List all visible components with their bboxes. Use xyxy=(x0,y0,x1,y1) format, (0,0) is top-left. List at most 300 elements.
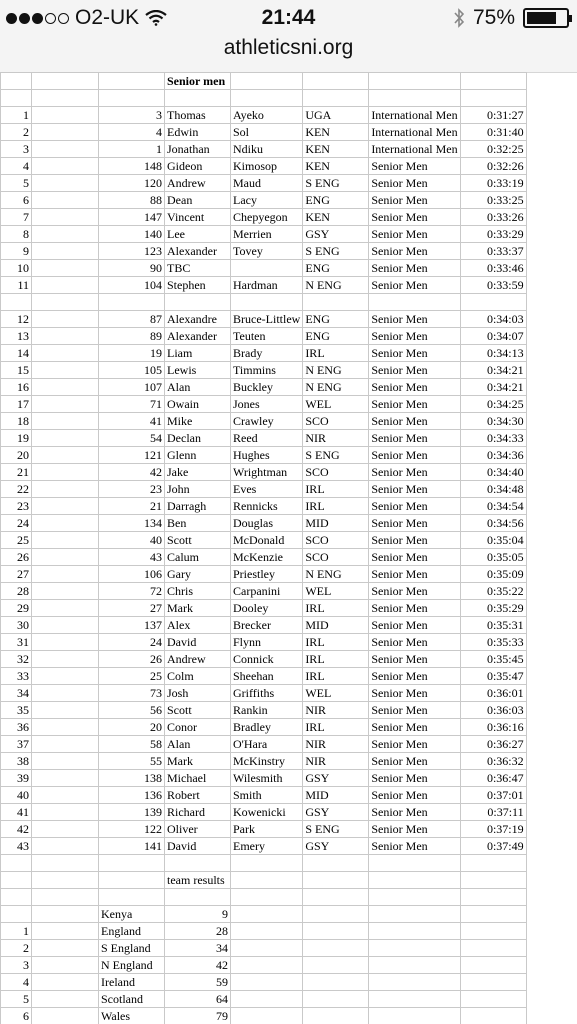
team-cell[interactable]: NIR xyxy=(303,736,369,753)
first-name-cell[interactable]: Owain xyxy=(165,396,231,413)
results-spreadsheet[interactable] xyxy=(0,72,577,1024)
team-name-cell[interactable]: Kenya xyxy=(99,906,165,923)
first-name-cell[interactable]: Mark xyxy=(165,600,231,617)
bib-cell[interactable]: 4 xyxy=(99,124,165,141)
category-cell[interactable]: Senior Men xyxy=(369,821,460,838)
bib-cell[interactable]: 141 xyxy=(99,838,165,855)
first-name-cell[interactable]: John xyxy=(165,481,231,498)
category-cell[interactable]: Senior Men xyxy=(369,311,460,328)
surname-cell[interactable]: Ndiku xyxy=(231,141,303,158)
empty-cell[interactable] xyxy=(32,226,99,243)
time-cell[interactable]: 0:33:29 xyxy=(460,226,526,243)
table-cell[interactable] xyxy=(369,1008,460,1024)
place-cell[interactable]: 32 xyxy=(1,651,32,668)
first-name-cell[interactable]: TBC xyxy=(165,260,231,277)
team-cell[interactable]: UGA xyxy=(303,107,369,124)
empty-cell[interactable] xyxy=(32,923,99,940)
empty-cell[interactable] xyxy=(165,855,231,872)
place-cell[interactable]: 39 xyxy=(1,770,32,787)
team-cell[interactable]: N ENG xyxy=(303,277,369,294)
surname-cell[interactable]: Chepyegon xyxy=(231,209,303,226)
category-cell[interactable]: International Men xyxy=(369,124,460,141)
time-cell[interactable]: 0:35:29 xyxy=(460,600,526,617)
empty-cell[interactable] xyxy=(32,362,99,379)
bib-cell[interactable]: 23 xyxy=(99,481,165,498)
team-cell[interactable]: SCO xyxy=(303,413,369,430)
team-rank-cell[interactable]: 4 xyxy=(1,974,32,991)
surname-cell[interactable]: Brady xyxy=(231,345,303,362)
empty-cell[interactable] xyxy=(32,1008,99,1024)
empty-cell[interactable] xyxy=(32,90,99,107)
empty-cell[interactable] xyxy=(32,685,99,702)
time-cell[interactable]: 0:31:40 xyxy=(460,124,526,141)
surname-cell[interactable]: McKenzie xyxy=(231,549,303,566)
surname-cell[interactable]: Ayeko xyxy=(231,107,303,124)
first-name-cell[interactable]: Jake xyxy=(165,464,231,481)
team-cell[interactable]: IRL xyxy=(303,668,369,685)
table-cell[interactable] xyxy=(460,1008,526,1024)
time-cell[interactable]: 0:35:31 xyxy=(460,617,526,634)
first-name-cell[interactable]: Oliver xyxy=(165,821,231,838)
team-cell[interactable]: S ENG xyxy=(303,243,369,260)
team-cell[interactable]: NIR xyxy=(303,702,369,719)
bib-cell[interactable]: 138 xyxy=(99,770,165,787)
bib-cell[interactable]: 136 xyxy=(99,787,165,804)
bib-cell[interactable]: 27 xyxy=(99,600,165,617)
surname-cell[interactable]: Bruce-Littlew xyxy=(231,311,303,328)
bib-cell[interactable]: 105 xyxy=(99,362,165,379)
category-cell[interactable]: Senior Men xyxy=(369,362,460,379)
empty-cell[interactable] xyxy=(32,736,99,753)
surname-cell[interactable]: Rennicks xyxy=(231,498,303,515)
first-name-cell[interactable]: David xyxy=(165,838,231,855)
empty-cell[interactable] xyxy=(32,991,99,1008)
surname-cell[interactable]: Brecker xyxy=(231,617,303,634)
bib-cell[interactable]: 21 xyxy=(99,498,165,515)
team-rank-cell[interactable]: 5 xyxy=(1,991,32,1008)
surname-cell[interactable]: McKinstry xyxy=(231,753,303,770)
surname-cell[interactable]: Wrightman xyxy=(231,464,303,481)
category-cell[interactable]: Senior Men xyxy=(369,260,460,277)
empty-cell[interactable] xyxy=(32,413,99,430)
empty-cell[interactable] xyxy=(32,600,99,617)
team-rank-cell[interactable] xyxy=(1,906,32,923)
first-name-cell[interactable]: Alex xyxy=(165,617,231,634)
category-cell[interactable]: Senior Men xyxy=(369,617,460,634)
time-cell[interactable]: 0:34:07 xyxy=(460,328,526,345)
place-cell[interactable]: 27 xyxy=(1,566,32,583)
place-cell[interactable]: 3 xyxy=(1,141,32,158)
category-cell[interactable]: Senior Men xyxy=(369,804,460,821)
surname-cell[interactable]: Carpanini xyxy=(231,583,303,600)
time-cell[interactable]: 0:35:47 xyxy=(460,668,526,685)
empty-cell[interactable] xyxy=(32,974,99,991)
surname-cell[interactable]: Timmins xyxy=(231,362,303,379)
time-cell[interactable]: 0:33:46 xyxy=(460,260,526,277)
empty-cell[interactable] xyxy=(1,90,32,107)
time-cell[interactable]: 0:34:40 xyxy=(460,464,526,481)
place-cell[interactable]: 41 xyxy=(1,804,32,821)
place-cell[interactable]: 9 xyxy=(1,243,32,260)
bib-cell[interactable]: 54 xyxy=(99,430,165,447)
surname-cell[interactable]: Crawley xyxy=(231,413,303,430)
surname-cell[interactable]: Griffiths xyxy=(231,685,303,702)
team-cell[interactable]: SCO xyxy=(303,549,369,566)
first-name-cell[interactable]: Gideon xyxy=(165,158,231,175)
table-cell[interactable] xyxy=(460,974,526,991)
empty-cell[interactable] xyxy=(32,345,99,362)
team-cell[interactable]: GSY xyxy=(303,226,369,243)
category-cell[interactable]: Senior Men xyxy=(369,345,460,362)
table-cell[interactable] xyxy=(99,872,165,889)
table-cell[interactable] xyxy=(369,974,460,991)
time-cell[interactable]: 0:34:56 xyxy=(460,515,526,532)
place-cell[interactable]: 5 xyxy=(1,175,32,192)
table-cell[interactable] xyxy=(303,923,369,940)
empty-cell[interactable] xyxy=(32,158,99,175)
empty-cell[interactable] xyxy=(32,498,99,515)
team-results-heading[interactable]: team results xyxy=(165,872,231,889)
time-cell[interactable]: 0:36:47 xyxy=(460,770,526,787)
team-cell[interactable]: IRL xyxy=(303,651,369,668)
surname-cell[interactable]: Smith xyxy=(231,787,303,804)
place-cell[interactable]: 21 xyxy=(1,464,32,481)
empty-cell[interactable] xyxy=(231,855,303,872)
time-cell[interactable]: 0:37:49 xyxy=(460,838,526,855)
table-cell[interactable] xyxy=(369,923,460,940)
surname-cell[interactable]: Kimosop xyxy=(231,158,303,175)
table-cell[interactable] xyxy=(32,73,99,90)
place-cell[interactable]: 13 xyxy=(1,328,32,345)
time-cell[interactable]: 0:34:36 xyxy=(460,447,526,464)
place-cell[interactable]: 18 xyxy=(1,413,32,430)
empty-cell[interactable] xyxy=(32,634,99,651)
team-cell[interactable]: ENG xyxy=(303,260,369,277)
place-cell[interactable]: 22 xyxy=(1,481,32,498)
first-name-cell[interactable]: Chris xyxy=(165,583,231,600)
surname-cell[interactable]: McDonald xyxy=(231,532,303,549)
first-name-cell[interactable]: Alexandre xyxy=(165,311,231,328)
time-cell[interactable]: 0:36:16 xyxy=(460,719,526,736)
place-cell[interactable]: 26 xyxy=(1,549,32,566)
table-cell[interactable] xyxy=(369,906,460,923)
surname-cell[interactable]: Teuten xyxy=(231,328,303,345)
empty-cell[interactable] xyxy=(32,515,99,532)
bib-cell[interactable]: 122 xyxy=(99,821,165,838)
time-cell[interactable]: 0:36:32 xyxy=(460,753,526,770)
empty-cell[interactable] xyxy=(32,651,99,668)
empty-cell[interactable] xyxy=(32,532,99,549)
first-name-cell[interactable]: Vincent xyxy=(165,209,231,226)
empty-cell[interactable] xyxy=(32,770,99,787)
table-cell[interactable] xyxy=(231,73,303,90)
empty-cell[interactable] xyxy=(231,294,303,311)
bib-cell[interactable]: 88 xyxy=(99,192,165,209)
place-cell[interactable]: 38 xyxy=(1,753,32,770)
bib-cell[interactable]: 3 xyxy=(99,107,165,124)
surname-cell[interactable]: Emery xyxy=(231,838,303,855)
bib-cell[interactable]: 55 xyxy=(99,753,165,770)
bib-cell[interactable]: 56 xyxy=(99,702,165,719)
time-cell[interactable]: 0:34:21 xyxy=(460,379,526,396)
first-name-cell[interactable]: Stephen xyxy=(165,277,231,294)
category-cell[interactable]: Senior Men xyxy=(369,634,460,651)
surname-cell[interactable]: Park xyxy=(231,821,303,838)
time-cell[interactable]: 0:33:26 xyxy=(460,209,526,226)
time-cell[interactable]: 0:33:37 xyxy=(460,243,526,260)
category-cell[interactable]: Senior Men xyxy=(369,192,460,209)
category-cell[interactable]: Senior Men xyxy=(369,209,460,226)
time-cell[interactable]: 0:34:54 xyxy=(460,498,526,515)
team-cell[interactable]: IRL xyxy=(303,481,369,498)
surname-cell[interactable]: O'Hara xyxy=(231,736,303,753)
team-cell[interactable]: IRL xyxy=(303,634,369,651)
time-cell[interactable]: 0:35:33 xyxy=(460,634,526,651)
table-cell[interactable] xyxy=(303,957,369,974)
first-name-cell[interactable]: Glenn xyxy=(165,447,231,464)
surname-cell[interactable]: Kowenicki xyxy=(231,804,303,821)
team-name-cell[interactable]: Wales xyxy=(99,1008,165,1024)
first-name-cell[interactable]: Liam xyxy=(165,345,231,362)
bib-cell[interactable]: 134 xyxy=(99,515,165,532)
empty-cell[interactable] xyxy=(32,889,99,906)
place-cell[interactable]: 19 xyxy=(1,430,32,447)
table-cell[interactable] xyxy=(460,73,526,90)
category-cell[interactable]: Senior Men xyxy=(369,158,460,175)
place-cell[interactable]: 4 xyxy=(1,158,32,175)
table-cell[interactable] xyxy=(231,940,303,957)
table-cell[interactable] xyxy=(303,73,369,90)
category-cell[interactable]: Senior Men xyxy=(369,668,460,685)
surname-cell[interactable]: Hardman xyxy=(231,277,303,294)
place-cell[interactable]: 14 xyxy=(1,345,32,362)
table-cell[interactable] xyxy=(32,872,99,889)
table-cell[interactable] xyxy=(1,73,32,90)
place-cell[interactable]: 30 xyxy=(1,617,32,634)
empty-cell[interactable] xyxy=(369,855,460,872)
empty-cell[interactable] xyxy=(32,294,99,311)
bib-cell[interactable]: 43 xyxy=(99,549,165,566)
team-cell[interactable]: KEN xyxy=(303,158,369,175)
empty-cell[interactable] xyxy=(32,141,99,158)
bib-cell[interactable]: 42 xyxy=(99,464,165,481)
bib-cell[interactable]: 107 xyxy=(99,379,165,396)
surname-cell[interactable]: Rankin xyxy=(231,702,303,719)
empty-cell[interactable] xyxy=(99,90,165,107)
empty-cell[interactable] xyxy=(32,940,99,957)
surname-cell[interactable]: Buckley xyxy=(231,379,303,396)
first-name-cell[interactable]: Calum xyxy=(165,549,231,566)
surname-cell[interactable]: Eves xyxy=(231,481,303,498)
first-name-cell[interactable]: Darragh xyxy=(165,498,231,515)
empty-cell[interactable] xyxy=(32,583,99,600)
time-cell[interactable]: 0:36:01 xyxy=(460,685,526,702)
place-cell[interactable]: 29 xyxy=(1,600,32,617)
place-cell[interactable]: 43 xyxy=(1,838,32,855)
table-cell[interactable] xyxy=(460,940,526,957)
bib-cell[interactable]: 120 xyxy=(99,175,165,192)
time-cell[interactable]: 0:34:13 xyxy=(460,345,526,362)
surname-cell[interactable]: Reed xyxy=(231,430,303,447)
team-name-cell[interactable]: S England xyxy=(99,940,165,957)
place-cell[interactable]: 6 xyxy=(1,192,32,209)
category-cell[interactable]: Senior Men xyxy=(369,600,460,617)
surname-cell[interactable]: Wilesmith xyxy=(231,770,303,787)
first-name-cell[interactable]: Alan xyxy=(165,736,231,753)
empty-cell[interactable] xyxy=(165,90,231,107)
category-cell[interactable]: Senior Men xyxy=(369,328,460,345)
category-cell[interactable]: Senior Men xyxy=(369,396,460,413)
place-cell[interactable]: 37 xyxy=(1,736,32,753)
team-cell[interactable]: N ENG xyxy=(303,362,369,379)
table-cell[interactable] xyxy=(231,923,303,940)
place-cell[interactable]: 8 xyxy=(1,226,32,243)
category-cell[interactable]: Senior Men xyxy=(369,685,460,702)
empty-cell[interactable] xyxy=(32,464,99,481)
surname-cell[interactable]: Douglas xyxy=(231,515,303,532)
team-cell[interactable]: IRL xyxy=(303,345,369,362)
category-cell[interactable]: Senior Men xyxy=(369,753,460,770)
place-cell[interactable]: 20 xyxy=(1,447,32,464)
place-cell[interactable]: 10 xyxy=(1,260,32,277)
place-cell[interactable]: 28 xyxy=(1,583,32,600)
team-cell[interactable]: IRL xyxy=(303,498,369,515)
empty-cell[interactable] xyxy=(32,787,99,804)
empty-cell[interactable] xyxy=(231,90,303,107)
time-cell[interactable]: 0:37:01 xyxy=(460,787,526,804)
bib-cell[interactable]: 40 xyxy=(99,532,165,549)
bib-cell[interactable]: 104 xyxy=(99,277,165,294)
category-cell[interactable]: Senior Men xyxy=(369,787,460,804)
empty-cell[interactable] xyxy=(165,294,231,311)
team-rank-cell[interactable]: 3 xyxy=(1,957,32,974)
empty-cell[interactable] xyxy=(32,107,99,124)
empty-cell[interactable] xyxy=(32,906,99,923)
first-name-cell[interactable]: Lewis xyxy=(165,362,231,379)
category-cell[interactable]: Senior Men xyxy=(369,464,460,481)
empty-cell[interactable] xyxy=(32,430,99,447)
empty-cell[interactable] xyxy=(32,243,99,260)
bib-cell[interactable]: 19 xyxy=(99,345,165,362)
table-cell[interactable] xyxy=(99,73,165,90)
team-cell[interactable]: ENG xyxy=(303,328,369,345)
place-cell[interactable]: 15 xyxy=(1,362,32,379)
table-cell[interactable] xyxy=(303,974,369,991)
category-cell[interactable]: Senior Men xyxy=(369,719,460,736)
first-name-cell[interactable]: Richard xyxy=(165,804,231,821)
surname-cell[interactable]: Sheehan xyxy=(231,668,303,685)
team-cell[interactable]: NIR xyxy=(303,753,369,770)
table-cell[interactable] xyxy=(369,991,460,1008)
first-name-cell[interactable]: Scott xyxy=(165,532,231,549)
time-cell[interactable]: 0:35:04 xyxy=(460,532,526,549)
empty-cell[interactable] xyxy=(32,821,99,838)
table-cell[interactable] xyxy=(231,906,303,923)
table-cell[interactable] xyxy=(369,940,460,957)
empty-cell[interactable] xyxy=(32,328,99,345)
table-cell[interactable] xyxy=(303,1008,369,1024)
bib-cell[interactable]: 140 xyxy=(99,226,165,243)
surname-cell[interactable]: Merrien xyxy=(231,226,303,243)
team-name-cell[interactable]: England xyxy=(99,923,165,940)
table-cell[interactable] xyxy=(231,974,303,991)
surname-cell[interactable]: Hughes xyxy=(231,447,303,464)
bib-cell[interactable]: 139 xyxy=(99,804,165,821)
place-cell[interactable]: 17 xyxy=(1,396,32,413)
time-cell[interactable]: 0:35:05 xyxy=(460,549,526,566)
time-cell[interactable]: 0:37:19 xyxy=(460,821,526,838)
category-cell[interactable]: Senior Men xyxy=(369,549,460,566)
empty-cell[interactable] xyxy=(369,889,460,906)
time-cell[interactable]: 0:35:22 xyxy=(460,583,526,600)
bib-cell[interactable]: 106 xyxy=(99,566,165,583)
time-cell[interactable]: 0:34:21 xyxy=(460,362,526,379)
category-cell[interactable]: Senior Men xyxy=(369,175,460,192)
empty-cell[interactable] xyxy=(32,481,99,498)
surname-cell[interactable]: Bradley xyxy=(231,719,303,736)
bib-cell[interactable]: 137 xyxy=(99,617,165,634)
place-cell[interactable]: 40 xyxy=(1,787,32,804)
team-cell[interactable]: NIR xyxy=(303,430,369,447)
time-cell[interactable]: 0:32:25 xyxy=(460,141,526,158)
time-cell[interactable]: 0:34:33 xyxy=(460,430,526,447)
team-cell[interactable]: KEN xyxy=(303,141,369,158)
team-score-cell[interactable]: 34 xyxy=(165,940,231,957)
empty-cell[interactable] xyxy=(32,753,99,770)
category-cell[interactable]: Senior Men xyxy=(369,498,460,515)
first-name-cell[interactable]: Andrew xyxy=(165,651,231,668)
team-name-cell[interactable]: N England xyxy=(99,957,165,974)
empty-cell[interactable] xyxy=(32,617,99,634)
empty-cell[interactable] xyxy=(32,396,99,413)
team-rank-cell[interactable]: 6 xyxy=(1,1008,32,1024)
surname-cell[interactable]: Connick xyxy=(231,651,303,668)
empty-cell[interactable] xyxy=(32,719,99,736)
category-cell[interactable]: Senior Men xyxy=(369,277,460,294)
surname-cell[interactable]: Jones xyxy=(231,396,303,413)
category-cell[interactable]: Senior Men xyxy=(369,515,460,532)
category-cell[interactable]: Senior Men xyxy=(369,566,460,583)
team-score-cell[interactable]: 64 xyxy=(165,991,231,1008)
empty-cell[interactable] xyxy=(32,209,99,226)
place-cell[interactable]: 7 xyxy=(1,209,32,226)
team-name-cell[interactable]: Ireland xyxy=(99,974,165,991)
first-name-cell[interactable]: Mark xyxy=(165,753,231,770)
bib-cell[interactable]: 73 xyxy=(99,685,165,702)
empty-cell[interactable] xyxy=(460,294,526,311)
empty-cell[interactable] xyxy=(32,277,99,294)
empty-cell[interactable] xyxy=(460,855,526,872)
table-cell[interactable] xyxy=(369,872,460,889)
time-cell[interactable]: 0:35:45 xyxy=(460,651,526,668)
surname-cell[interactable]: Flynn xyxy=(231,634,303,651)
team-cell[interactable]: GSY xyxy=(303,838,369,855)
team-cell[interactable]: SCO xyxy=(303,464,369,481)
category-cell[interactable]: Senior Men xyxy=(369,481,460,498)
category-cell[interactable]: Senior Men xyxy=(369,226,460,243)
bib-cell[interactable]: 58 xyxy=(99,736,165,753)
place-cell[interactable]: 42 xyxy=(1,821,32,838)
place-cell[interactable]: 33 xyxy=(1,668,32,685)
empty-cell[interactable] xyxy=(99,294,165,311)
first-name-cell[interactable]: Ben xyxy=(165,515,231,532)
bib-cell[interactable]: 90 xyxy=(99,260,165,277)
first-name-cell[interactable]: Jonathan xyxy=(165,141,231,158)
time-cell[interactable]: 0:36:27 xyxy=(460,736,526,753)
team-cell[interactable]: KEN xyxy=(303,209,369,226)
first-name-cell[interactable]: David xyxy=(165,634,231,651)
team-cell[interactable]: MID xyxy=(303,787,369,804)
